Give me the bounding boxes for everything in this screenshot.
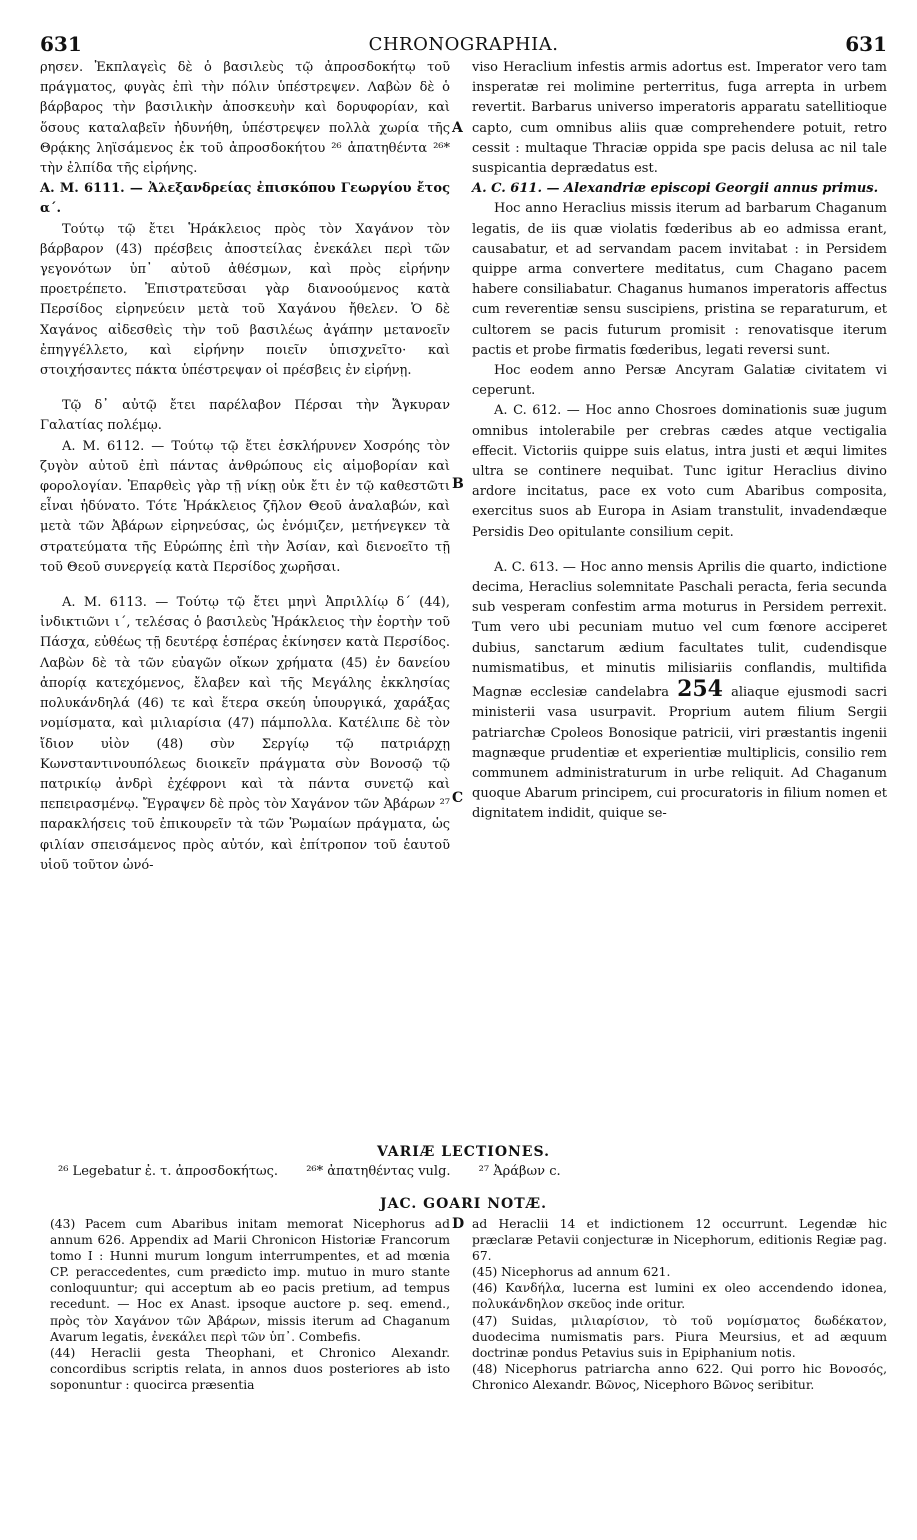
greek-paragraph: Τούτῳ τῷ ἔτει Ἡράκλειος πρὸς τὸν Χαγάνον τὸν βάρβαρον (43) πρέσβεις ἀποστείλας ἐνεκάλει περὶ τῶν γεγονότων ὑπ᾽ αὐτοῦ ἀθέσμων, καὶ πρὸς εἰρήνην προετρέπετο. Ἐπιστρατεῦσαι γὰρ διανοούμενος κατὰ Περσίδος εἰρηνεύειν μετὰ τοῦ Χαγάνου ἤθελεν. Ὁ δὲ Χαγάνος αἰδεσθεὶς τὴν τοῦ βασιλέως ἀγάπην μετανοεῖν ἐπηγγέλλετο, καὶ εἰρήνην ποιεῖν ὑπισχνεῖτο· καὶ στοιχήσαντες πάκτα ὑπέστρεψαν οἱ πρέσβεις ἐν εἰρήνῃ. [40, 221, 450, 379]
margin-letter-a: A [452, 120, 463, 136]
variae-lectiones [58, 1164, 887, 1190]
greek-paragraph: ρησεν. Ἐκπλαγεὶς δὲ ὁ βασιλεὺς τῷ ἀπροσδοκήτῳ τοῦ πράγματος, φυγὰς ἐπὶ τὴν πόλιν ὑπέστρεψεν. Λαβὼν δὲ ὁ βάρβαρος τὴν βασιλικὴν ἀποσκευὴν καὶ δορυφορίαν, καὶ ὅσους καταλαβεῖν ἠδυνήθη, ὑπέστρεψεν πολλὰ χωρία τῆς Θρᾴκης ληϊσάμενος ἐκ τοῦ ἀπροσδοκήτου ²⁶ ἀπατηθέντα ²⁶* τὴν ἐλπίδα τῆς εἰρήνης. [40, 60, 450, 177]
greek-year-heading: Α. Μ. 6111. — Ἀλεξανδρείας ἐπισκόπου Γεωργίου ἔτος α΄. [40, 181, 450, 217]
notes-title: JAC. GOARI NOTÆ. [380, 1196, 547, 1212]
note: (45) Nicephorus ad annum 621. [472, 1265, 671, 1280]
marginal-page-number: 254 [677, 676, 723, 703]
notes-left-column [50, 1216, 450, 1393]
note: ad Heraclii 14 et indictionem 12 occurrunt. Legendæ hic præclaræ Petavii conjecturæ in Nicephorum, editionis Regiæ pag. 67. [472, 1217, 887, 1264]
latin-paragraph: Hoc eodem anno Persæ Ancyram Galatiæ civitatem vi ceperunt. [472, 363, 887, 399]
latin-paragraph [472, 558, 887, 825]
margin-letter-d: D [452, 1216, 465, 1232]
latin-year-heading: A. C. 611. — Alexandriæ episcopi Georgii annus primus. [472, 181, 879, 197]
variae-lectiones-title: VARIÆ LECTIONES. [377, 1144, 550, 1160]
page-number-right: 631 [845, 32, 887, 56]
margin-letter-b: B [452, 476, 464, 492]
note: (47) Suidas, μιλιαρίσιον, τὸ τοῦ νομίσματος δωδέκατον, duodecima numismatis pars. Piura Meursius, et ad æquum doctrinæ pondus Petavius suis in Epiphanium notis. [472, 1313, 887, 1360]
greek-paragraph: Α. Μ. 6113. — Τούτῳ τῷ ἔτει μηνὶ Ἀπριλλίῳ δ΄ (44), ἰνδικτιῶνι ι΄, τελέσας ὁ βασιλεὺς Ἡράκλειος τὴν ἑορτὴν τοῦ Πάσχα, εὐθέως τῇ δευτέρᾳ ἑσπέρας ἐκίνησεν κατὰ Περσίδος. Λαβὼν δὲ τὰ τῶν εὐαγῶν οἴκων χρήματα (45) ἐν δανείου ἀπορίᾳ κατεχόμενος, ἔλαβεν καὶ τῆς Μεγάλης ἐκκλησίας πολυκάνδηλά (46) τε καὶ ἕτερα σκεύη ὑπουργικά, χαράξας νομίσματα, καὶ μιλιαρίσια (47) πάμπολλα. Κατέλιπε δὲ τὸν ἴδιον υἱὸν (48) σὺν Σεργίῳ τῷ πατριάρχῃ Κωνσταντινουπόλεως διοικεῖν πράγματα σὺν Βονοσῷ τῷ πατρικίῳ ἀνδρὶ ἐχέφρονι καὶ τὰ πάντα συνετῷ καὶ πεπειρασμένῳ. Ἔγραψεν δὲ πρὸς τὸν Χαγάνον τῶν Ἀβάρων ²⁷ παρακλήσεις τοῦ ἐπικουρεῖν τὰ τῶν Ῥωμαίων πράγματα, ὡς φιλίαν σπεισάμενος πρὸς αὐτόν, καὶ ἐπίτροπον τοῦ ἑαυτοῦ υἱοῦ τοῦτον ὠνό- [40, 595, 450, 873]
note: (48) Nicephorus patriarcha anno 622. Qui porro hic Βονοσός, Chronico Alexandr. Βῶνος, Nicephoro Βῶνος seribitur. [472, 1361, 887, 1392]
main-columns [40, 58, 887, 1138]
latin-text: A. C. 613. — Hoc anno mensis Aprilis die quarto, indictione decima, Heraclius solemnitate Paschali peracta, feria secunda sub vesperam confestim arma moturus in Persidem perrexit. Tum vero ubi pecuniam mutuo vel cum fœnore acciperet dubius, sanctarum ædium facultates tulit, cudendisque numismatibus, et minutis milisiariis conflandis, multifida Magnæ ecclesiæ candelabra [472, 559, 887, 701]
variant-reading: ²⁶ Legebatur ἐ. τ. ἀπροσδοκήτως. [58, 1164, 279, 1179]
running-title: CHRONOGRAPHIA. [368, 34, 559, 55]
latin-paragraph: viso Heraclium infestis armis adortus est. Imperator vero tam insperatæ rei molimine perterritus, fuga arrepta in urbem revertit. Barbarus universo imperatoris apparatu satellitioque capto, cum omnibus aliis quæ comprehendere potuit, retro cessit : multaque Thraciæ oppida spe pacis delusa ac nil tale suspicantia deprædatus est. [472, 60, 887, 177]
greek-column [40, 58, 450, 876]
page-header [40, 32, 887, 58]
margin-letter-c: C [452, 790, 464, 806]
notes-right-column [472, 1216, 887, 1393]
page-number-left: 631 [40, 32, 82, 56]
variant-reading: ²⁷ Ἀράβων c. [478, 1164, 561, 1179]
note: (43) Pacem cum Abaribus initam memorat Nicephorus ad annum 626. Appendix ad Marii Chronicon Historiæ Francorum tomo I : Hunni murum longum interrumpentes, et ad mœnia CP. peraccedentes, cum prædicto imp. mutuo in muro stante conloquuntur; qui acceptum ab eo pacis pretium, ad tempus recedunt. — Hoc ex Anast. ipsoque auctore p. seq. emend., πρὸς τὸν Χαγάνον τῶν Ἀβάρων, missis iterum ad Chaganum Avarum legatis, ἐνεκάλει περὶ τῶν ὑπ᾽. Combefis. [50, 1217, 450, 1344]
greek-paragraph: Α. Μ. 6112. — Τούτῳ τῷ ἔτει ἐσκλήρυνεν Χοσρόης τὸν ζυγὸν αὐτοῦ ἐπὶ πάντας ἀνθρώπους εἰς αἱμοβορίαν καὶ φορολογίαν. Ἐπαρθεὶς γὰρ τῇ νίκῃ οὐκ ἔτι ἐν τῷ καθεστῶτι εἶναι ἠδύνατο. Τότε Ἡράκλειος ζῆλον Θεοῦ ἀναλαβών, καὶ μετὰ τῶν Ἀβάρων εἰρηνεύσας, ὡς ἐνόμιζεν, μετήνεγκεν τὰ στρατεύματα τῆς Εὐρώπης ἐπὶ τὴν Ἀσίαν, καὶ διενοεῖτο τῇ τοῦ Θεοῦ συνεργείᾳ κατὰ Περσίδος χωρῆσαι. [40, 438, 450, 575]
latin-paragraph: A. C. 612. — Hoc anno Chosroes dominationis suæ jugum omnibus intolerabile per crebras cædes atque vectigalia effecit. Victoriis quippe suis elatus, intra justi et æqui limites ultra se continere nequibat. Tunc igitur Heraclius divino ardore incitatus, pace ex voto cum Abaribus composita, exercitus suos ab Europa in Asiam transtulit, invadendæque Persidis Deo opitulante consilium cepit. [472, 403, 887, 540]
variant-reading: ²⁶* ἀπατηθέντας vulg. [306, 1164, 451, 1179]
notes-section [40, 1216, 887, 1536]
latin-column [472, 58, 887, 825]
latin-text: aliaque ejusmodi sacri ministerii vasa usurpavit. Proprium autem filium Sergii patriarchæ Cpoleos Bonosique patricii, viri præstantis ingenii magnæque prudentiæ et experientiæ multiplicis, consilio rem communem administraturum in urbe reliquit. Ad Chaganum quoque Abarum principem, cui procuratoris in filium nomen et dignitatem indidit, quique se- [472, 685, 887, 822]
greek-paragraph: Τῷ δ᾽ αὐτῷ ἔτει παρέλαβον Πέρσαι τὴν Ἄγκυραν Γαλατίας πολέμῳ. [40, 398, 450, 434]
latin-paragraph: Hoc anno Heraclius missis iterum ad barbarum Chaganum legatis, de iis quæ violatis fœderibus ab eo admissa erant, causabatur, et ad servandam pacem invitabat : in Persidem quippe arma convertere meditatus, cum Chagano pacem habere consiliabatur. Chaganus humanos imperatoris affectus cum reverentiæ sensu suscipiens, pristina se reparaturum, et cultorem se pacis futurum promisit : renovatisque iterum pactis et probe firmatis fœderibus, legati reversi sunt. [472, 201, 887, 358]
note: (46) Κανδήλα, lucerna est lumini ex oleo accendendo idonea, πολυκάνδηλον σκεῦος inde oritur. [472, 1281, 887, 1312]
note: (44) Heraclii gesta Theophani, et Chronico Alexandr. concordibus scriptis relata, in annos duos posteriores ab isto soponuntur : quocirca præsentia [50, 1345, 450, 1392]
